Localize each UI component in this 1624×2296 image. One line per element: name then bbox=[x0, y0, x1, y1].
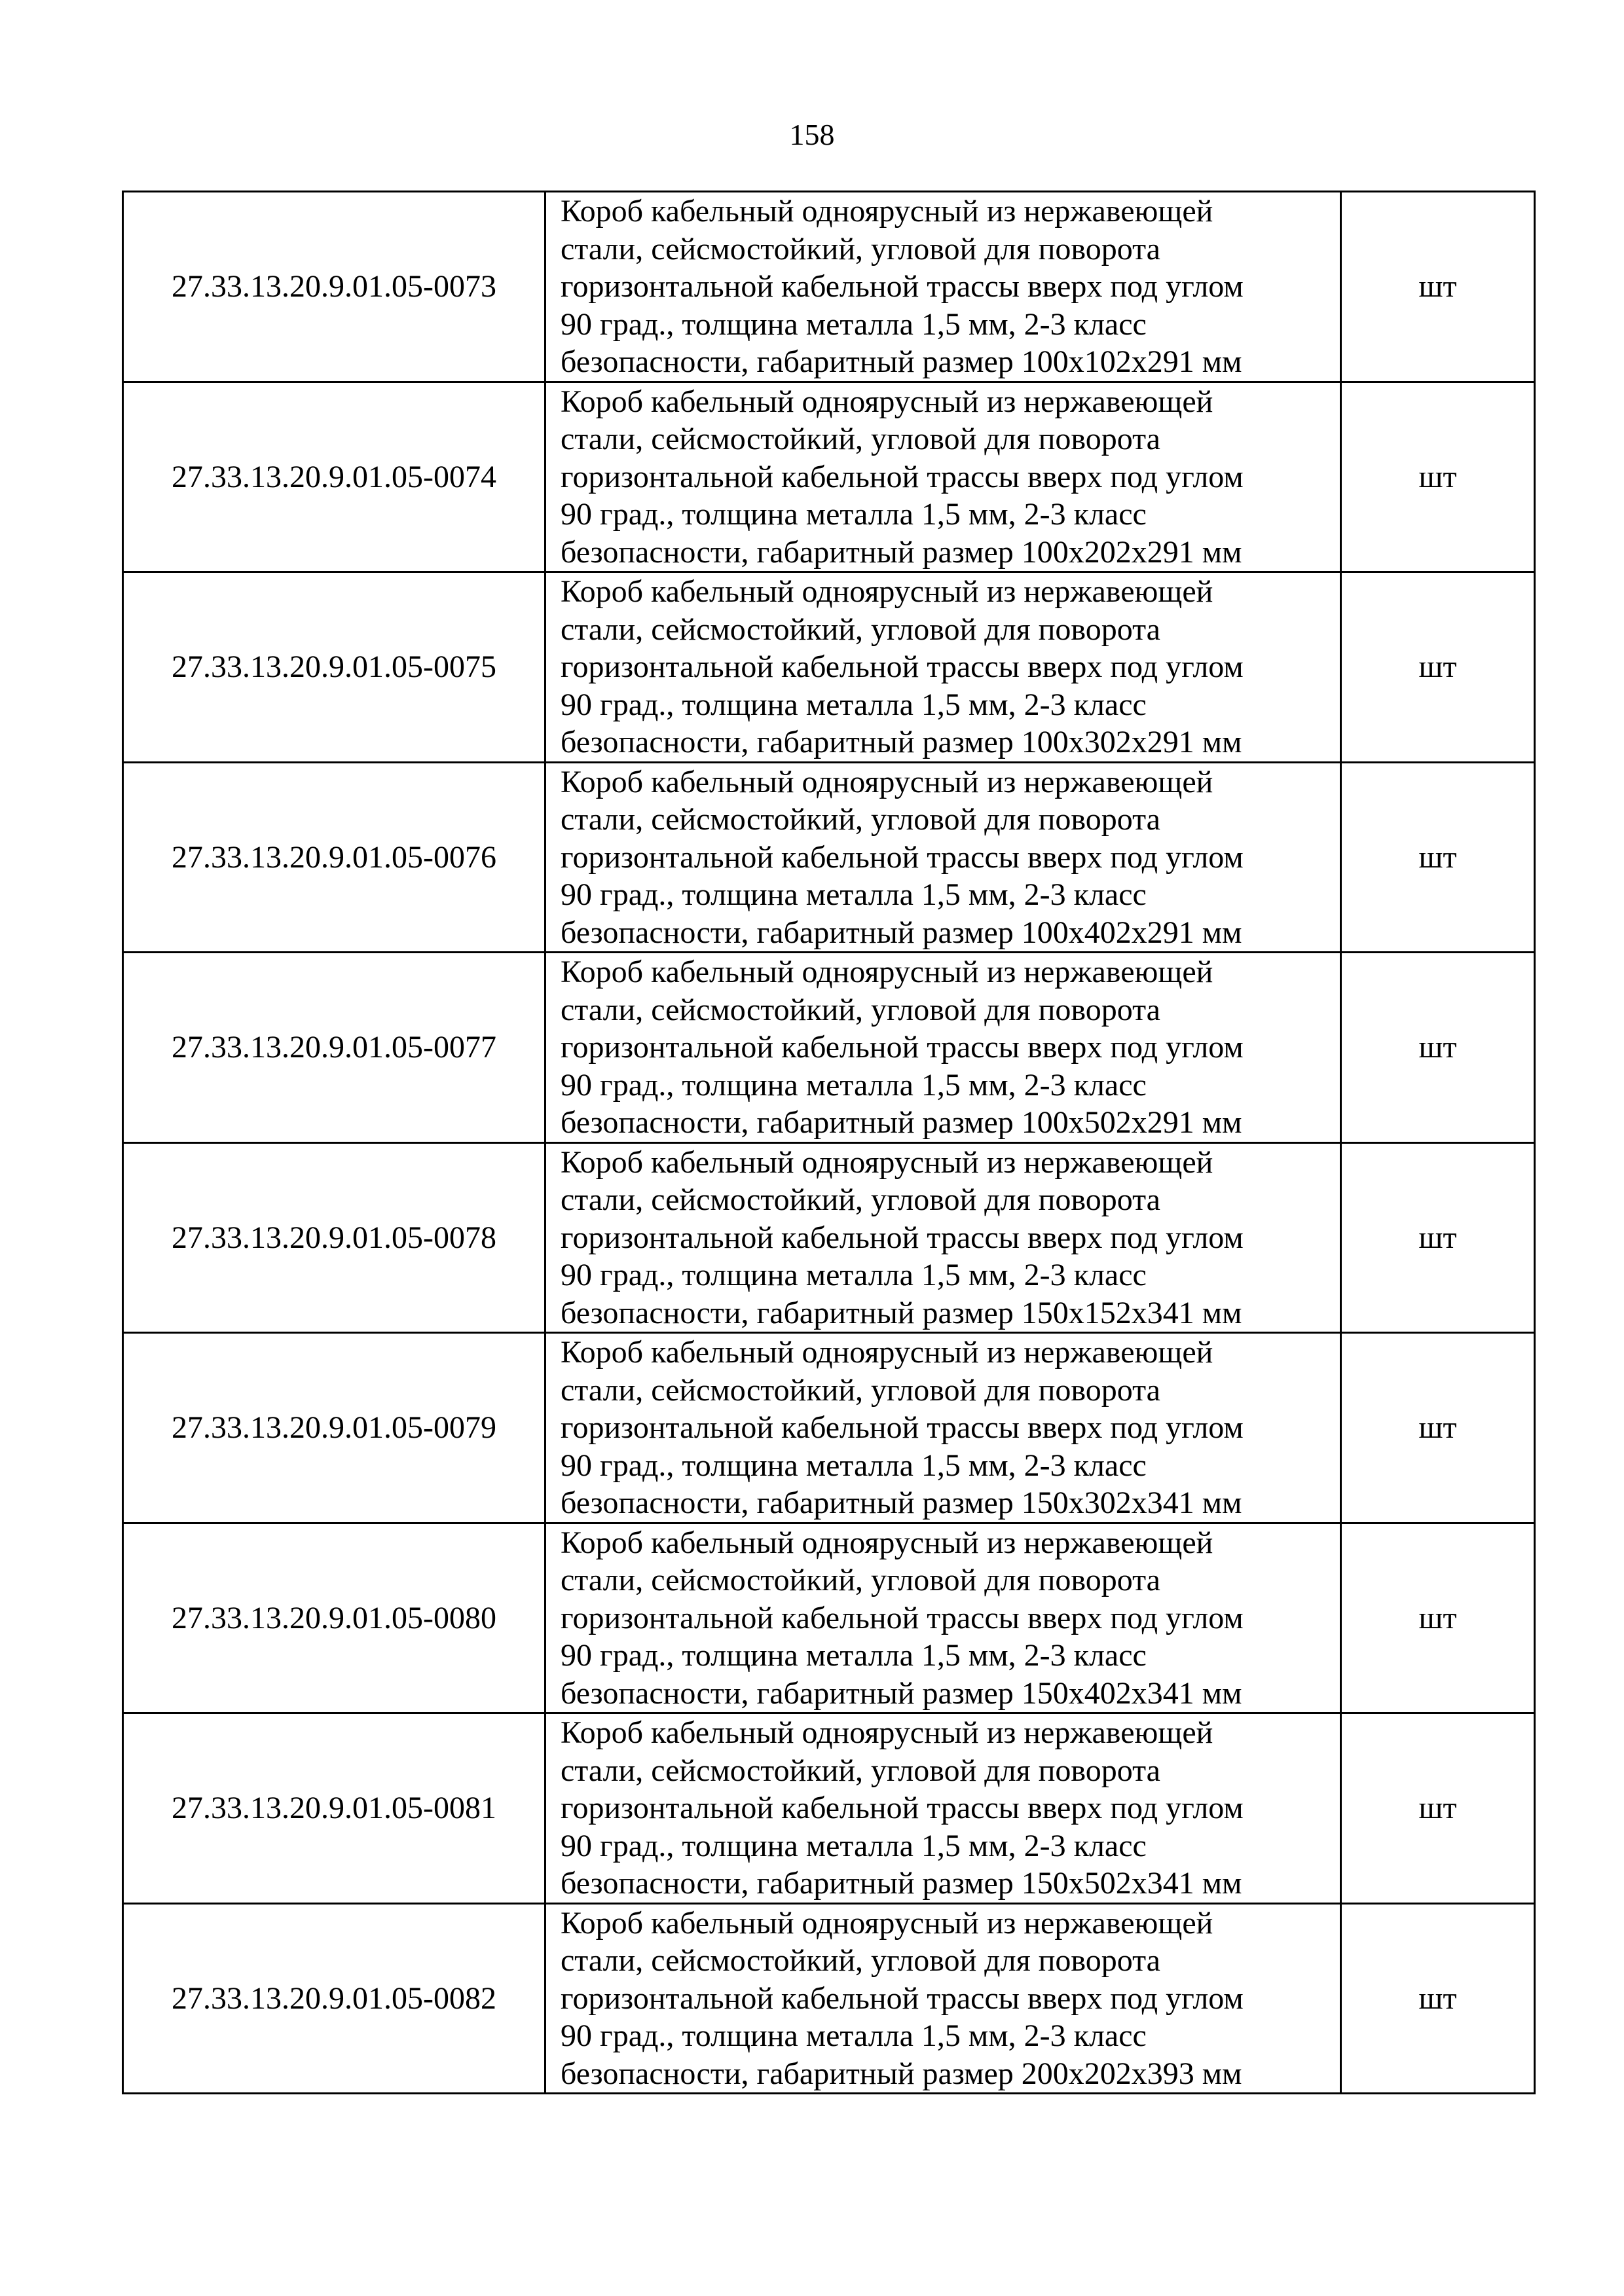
table-row bbox=[123, 382, 1535, 572]
description-line: стали, сейсмостойкий, угловой для поворота bbox=[561, 1182, 1160, 1217]
description-line: Короб кабельный одноярусный из нержавеющей bbox=[561, 384, 1213, 419]
description-line: безопасности, габаритный размер 100х102х291 мм bbox=[561, 344, 1242, 379]
table-row bbox=[123, 953, 1535, 1143]
unit-cell: шт bbox=[1341, 572, 1535, 763]
description-line: стали, сейсмостойкий, угловой для поворота bbox=[561, 231, 1160, 266]
description-line: Короб кабельный одноярусный из нержавеющей bbox=[561, 574, 1213, 609]
unit-cell: шт bbox=[1341, 1903, 1535, 2094]
resource-description-cell bbox=[545, 1903, 1341, 2094]
resource-description-cell bbox=[545, 1713, 1341, 1904]
resource-code-cell: 27.33.13.20.9.01.05-0076 bbox=[123, 762, 545, 953]
description-line: горизонтальной кабельной трассы вверх под углом bbox=[561, 839, 1244, 875]
table-row bbox=[123, 1523, 1535, 1713]
description-line: 90 град., толщина металла 1,5 мм, 2-3 класс bbox=[561, 1067, 1147, 1102]
table-row bbox=[123, 1713, 1535, 1904]
description-line: Короб кабельный одноярусный из нержавеющей bbox=[561, 1715, 1213, 1750]
description-line: горизонтальной кабельной трассы вверх под углом bbox=[561, 1980, 1244, 2016]
unit-cell: шт bbox=[1341, 192, 1535, 382]
resource-code-cell: 27.33.13.20.9.01.05-0081 bbox=[123, 1713, 545, 1904]
table-row bbox=[123, 192, 1535, 382]
resource-table bbox=[122, 191, 1536, 2094]
unit-cell: шт bbox=[1341, 762, 1535, 953]
description-line: стали, сейсмостойкий, угловой для поворота bbox=[561, 1753, 1160, 1788]
table-row bbox=[123, 762, 1535, 953]
description-line: стали, сейсмостойкий, угловой для поворота bbox=[561, 802, 1160, 837]
description-line: 90 град., толщина металла 1,5 мм, 2-3 класс bbox=[561, 1448, 1147, 1483]
description-line: Короб кабельный одноярусный из нержавеющей bbox=[561, 1905, 1213, 1941]
description-line: 90 град., толщина металла 1,5 мм, 2-3 класс bbox=[561, 1258, 1147, 1292]
description-line: стали, сейсмостойкий, угловой для поворота bbox=[561, 1563, 1160, 1597]
description-line: горизонтальной кабельной трассы вверх под углом bbox=[561, 1030, 1244, 1065]
description-line: горизонтальной кабельной трассы вверх под углом bbox=[561, 1220, 1244, 1255]
description-line: стали, сейсмостойкий, угловой для поворота bbox=[561, 422, 1160, 456]
resource-description-cell bbox=[545, 953, 1341, 1143]
resource-code-cell: 27.33.13.20.9.01.05-0078 bbox=[123, 1142, 545, 1333]
description-line: 90 град., толщина металла 1,5 мм, 2-3 класс bbox=[561, 1638, 1147, 1673]
unit-cell: шт bbox=[1341, 1333, 1535, 1523]
resource-code-cell: 27.33.13.20.9.01.05-0080 bbox=[123, 1523, 545, 1713]
description-line: безопасности, габаритный размер 200х202х393 мм bbox=[561, 2056, 1242, 2091]
description-line: горизонтальной кабельной трассы вверх под углом bbox=[561, 1791, 1244, 1825]
description-line: безопасности, габаритный размер 150х302х341 мм bbox=[561, 1485, 1242, 1520]
description-line: 90 град., толщина металла 1,5 мм, 2-3 класс bbox=[561, 1828, 1147, 1863]
unit-cell: шт bbox=[1341, 1713, 1535, 1904]
description-line: горизонтальной кабельной трассы вверх под углом bbox=[561, 269, 1244, 304]
resource-code-cell: 27.33.13.20.9.01.05-0079 bbox=[123, 1333, 545, 1523]
description-line: 90 град., толщина металла 1,5 мм, 2-3 класс bbox=[561, 2018, 1147, 2053]
resource-code-cell: 27.33.13.20.9.01.05-0082 bbox=[123, 1903, 545, 2094]
description-line: 90 град., толщина металла 1,5 мм, 2-3 класс bbox=[561, 687, 1147, 722]
table-row bbox=[123, 1903, 1535, 2094]
description-line: Короб кабельный одноярусный из нержавеющей bbox=[561, 1335, 1213, 1370]
resource-code-cell: 27.33.13.20.9.01.05-0077 bbox=[123, 953, 545, 1143]
description-line: Короб кабельный одноярусный из нержавеющей bbox=[561, 955, 1213, 989]
resource-code-cell: 27.33.13.20.9.01.05-0075 bbox=[123, 572, 545, 763]
unit-cell: шт bbox=[1341, 382, 1535, 572]
description-line: безопасности, габаритный размер 100х302х291 мм bbox=[561, 725, 1242, 759]
description-line: Короб кабельный одноярусный из нержавеющей bbox=[561, 764, 1213, 799]
table-body bbox=[123, 192, 1535, 2094]
description-line: Короб кабельный одноярусный из нержавеющей bbox=[561, 1525, 1213, 1560]
resource-description-cell bbox=[545, 1142, 1341, 1333]
resource-description-cell bbox=[545, 762, 1341, 953]
description-line: стали, сейсмостойкий, угловой для поворота bbox=[561, 992, 1160, 1027]
description-line: 90 град., толщина металла 1,5 мм, 2-3 класс bbox=[561, 497, 1147, 532]
description-line: безопасности, габаритный размер 100х402х291 мм bbox=[561, 915, 1242, 950]
description-line: 90 град., толщина металла 1,5 мм, 2-3 класс bbox=[561, 877, 1147, 912]
description-line: Короб кабельный одноярусный из нержавеющей bbox=[561, 1144, 1213, 1180]
description-line: горизонтальной кабельной трассы вверх под углом bbox=[561, 649, 1244, 684]
unit-cell: шт bbox=[1341, 1523, 1535, 1713]
description-line: безопасности, габаритный размер 150х152х341 мм bbox=[561, 1295, 1242, 1330]
table-row bbox=[123, 1333, 1535, 1523]
description-line: горизонтальной кабельной трассы вверх под углом bbox=[561, 1410, 1244, 1445]
resource-description-cell bbox=[545, 572, 1341, 763]
unit-cell: шт bbox=[1341, 953, 1535, 1143]
description-line: горизонтальной кабельной трассы вверх под углом bbox=[561, 1600, 1244, 1635]
resource-code-cell: 27.33.13.20.9.01.05-0073 bbox=[123, 192, 545, 382]
resource-description-cell bbox=[545, 192, 1341, 382]
description-line: безопасности, габаритный размер 100х502х291 мм bbox=[561, 1105, 1242, 1140]
resource-description-cell bbox=[545, 1333, 1341, 1523]
description-line: стали, сейсмостойкий, угловой для поворота bbox=[561, 611, 1160, 647]
resource-description-cell bbox=[545, 382, 1341, 572]
description-line: стали, сейсмостойкий, угловой для поворота bbox=[561, 1943, 1160, 1978]
table-row bbox=[123, 572, 1535, 763]
resource-code-cell: 27.33.13.20.9.01.05-0074 bbox=[123, 382, 545, 572]
description-line: 90 град., толщина металла 1,5 мм, 2-3 класс bbox=[561, 306, 1147, 342]
page-number: 158 bbox=[789, 118, 835, 151]
unit-cell: шт bbox=[1341, 1142, 1535, 1333]
description-line: стали, сейсмостойкий, угловой для поворота bbox=[561, 1372, 1160, 1408]
description-line: безопасности, габаритный размер 100х202х291 мм bbox=[561, 534, 1242, 570]
description-line: Короб кабельный одноярусный из нержавеющей bbox=[561, 194, 1213, 228]
table-row bbox=[123, 1142, 1535, 1333]
description-line: безопасности, габаритный размер 150х502х341 мм bbox=[561, 1866, 1242, 1901]
description-line: горизонтальной кабельной трассы вверх под углом bbox=[561, 459, 1244, 494]
description-line: безопасности, габаритный размер 150х402х341 мм bbox=[561, 1675, 1242, 1711]
resource-description-cell bbox=[545, 1523, 1341, 1713]
